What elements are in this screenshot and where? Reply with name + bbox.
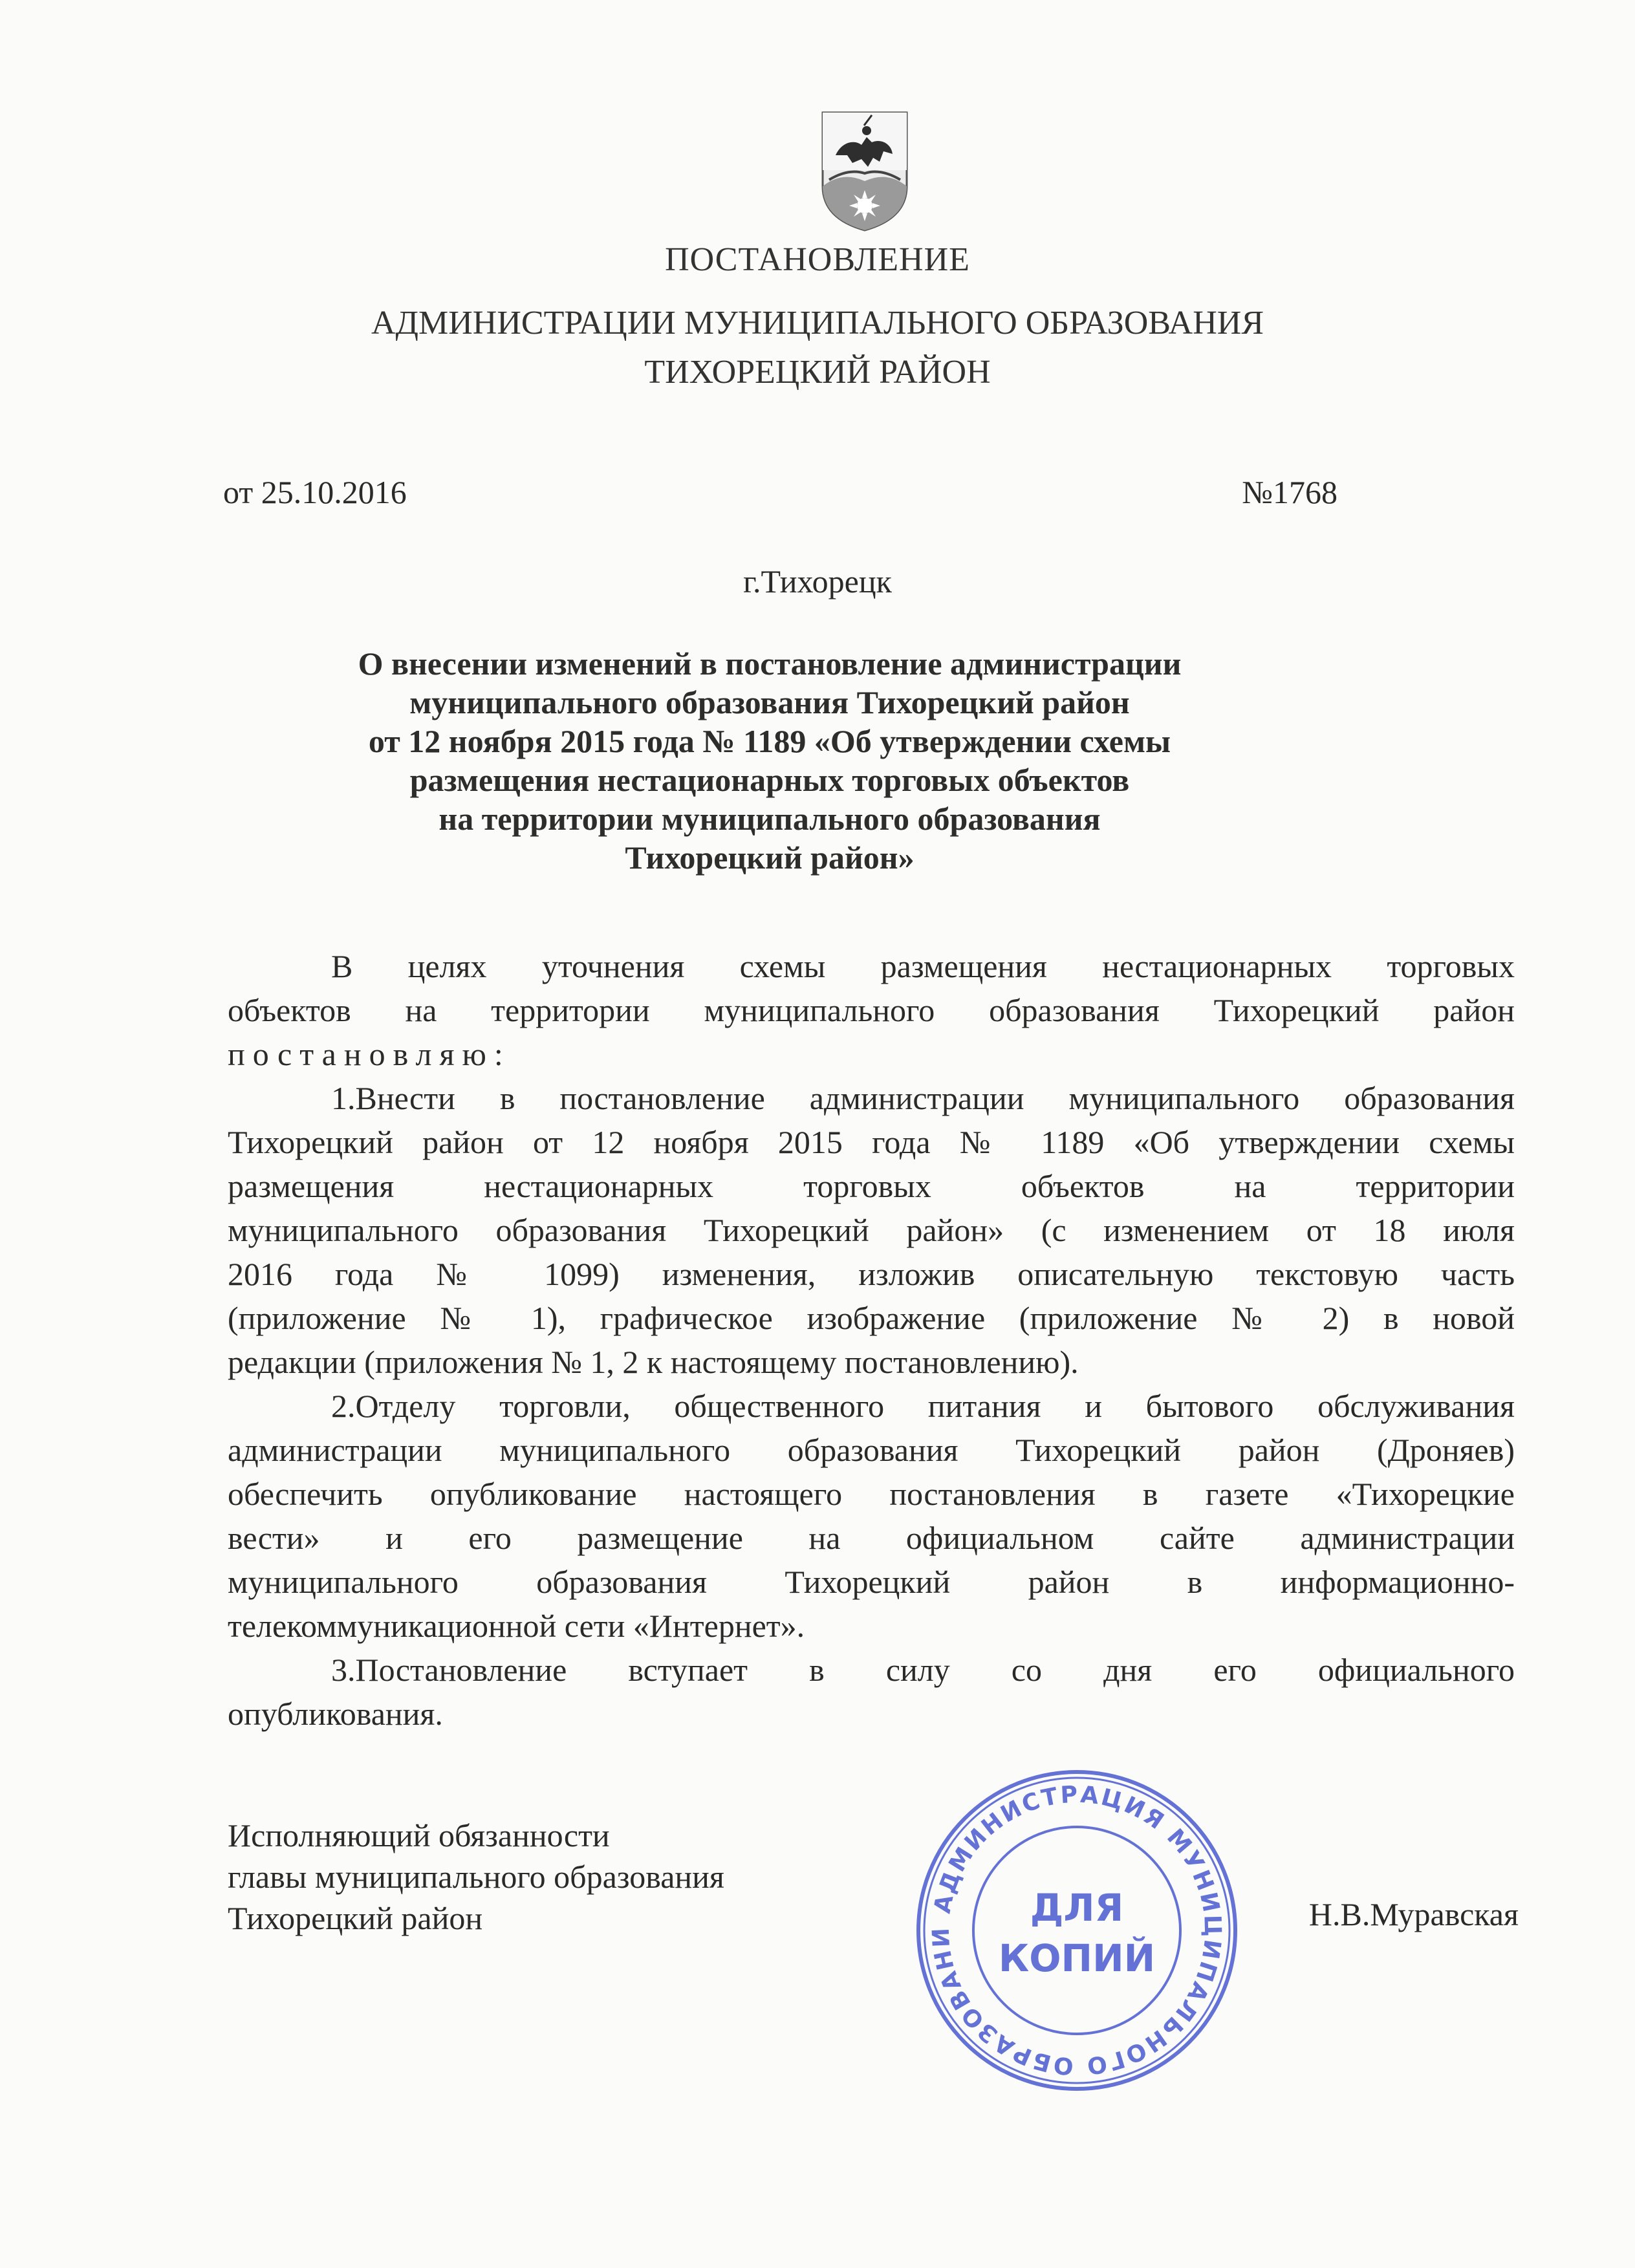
body-line: 2016 года № 1099) изменения, изложив описательную текстовую часть xyxy=(228,1256,1515,1292)
body-line: обеспечить опубликование настоящего постановления в газете «Тихорецкие xyxy=(228,1476,1515,1512)
coat-of-arms-icon xyxy=(816,109,913,233)
authority-line: АДМИНИСТРАЦИИ МУНИЦИПАЛЬНОГО ОБРАЗОВАНИЯ xyxy=(371,305,1264,341)
official-stamp xyxy=(912,1766,1242,2095)
signer-position-line: главы муниципального образования xyxy=(228,1859,724,1895)
subject-line: муниципального образования Тихорецкий район xyxy=(409,684,1130,720)
authority-line: ТИХОРЕЦКИЙ РАЙОН xyxy=(644,354,991,391)
body-line: опубликования. xyxy=(228,1696,443,1732)
subject-line: размещения нестационарных торговых объектов xyxy=(409,762,1130,798)
document-type-title: ПОСТАНОВЛЕНИЕ xyxy=(665,241,970,278)
body-line: муниципального образования Тихорецкий район» (с изменением от 18 июля xyxy=(228,1212,1515,1248)
body-line: 1.Внести в постановление администрации муниципального образования xyxy=(331,1080,1515,1116)
body-line: (приложение № 1), графическое изображение (приложение № 2) в новой xyxy=(228,1300,1515,1336)
body-line: размещения нестационарных торговых объектов на территории xyxy=(228,1168,1515,1204)
body-line: 2.Отделу торговли, общественного питания и бытового обслуживания xyxy=(331,1388,1515,1424)
body-line: редакции (приложения № 1, 2 к настоящему постановлению). xyxy=(228,1344,1079,1380)
body-line: В целях уточнения схемы размещения нестационарных торговых xyxy=(331,948,1515,984)
resolve-word: постановляю: xyxy=(228,1036,511,1072)
subject-line: на территории муниципального образования xyxy=(439,801,1101,837)
document-subject xyxy=(323,644,1216,877)
document-date: от 25.10.2016 xyxy=(223,474,407,510)
subject-line: Тихорецкий район» xyxy=(625,839,915,876)
signer-position-line: Тихорецкий район xyxy=(228,1900,483,1936)
document-city: г.Тихорецк xyxy=(743,563,892,599)
issuing-authority xyxy=(0,299,1635,397)
body-line: Тихорецкий район от 12 ноября 2015 года № 1189 «Об утверждении схемы xyxy=(228,1124,1515,1160)
signer-name: Н.В.Муравская xyxy=(1308,1896,1519,1932)
body-line: объектов на территории муниципального образования Тихорецкий район xyxy=(228,992,1515,1028)
signer-position-line: Исполняющий обязанности xyxy=(228,1817,610,1853)
subject-line: О внесении изменений в постановление администрации xyxy=(358,645,1182,682)
body-line: муниципального образования Тихорецкий район в информационно- xyxy=(228,1564,1515,1600)
subject-line: от 12 ноября 2015 года № 1189 «Об утверждении схемы xyxy=(368,723,1171,759)
body-line: телекоммуникационной сети «Интернет». xyxy=(228,1608,805,1644)
document-number: №1768 xyxy=(1242,474,1337,510)
signature-block xyxy=(228,1815,724,1939)
stamp-seal-icon xyxy=(912,1766,1242,2095)
body-line: 3.Постановление вступает в силу со дня его официального xyxy=(331,1652,1515,1688)
body-line: вести» и его размещение на официальном сайте администрации xyxy=(228,1520,1515,1556)
coat-of-arms-emblem xyxy=(816,109,913,233)
stamp-ring-text: АДМИНИСТРАЦИЯ МУНИЦИПАЛЬНОГО ОБРАЗОВАНИ xyxy=(927,1781,1226,2080)
body-line: администрации муниципального образования Тихорецкий район (Дроняев) xyxy=(228,1432,1515,1468)
stamp-center-line: ДЛЯ xyxy=(1030,1886,1124,1930)
document-body xyxy=(228,944,1515,1736)
stamp-center-line: КОПИЙ xyxy=(998,1936,1156,1980)
